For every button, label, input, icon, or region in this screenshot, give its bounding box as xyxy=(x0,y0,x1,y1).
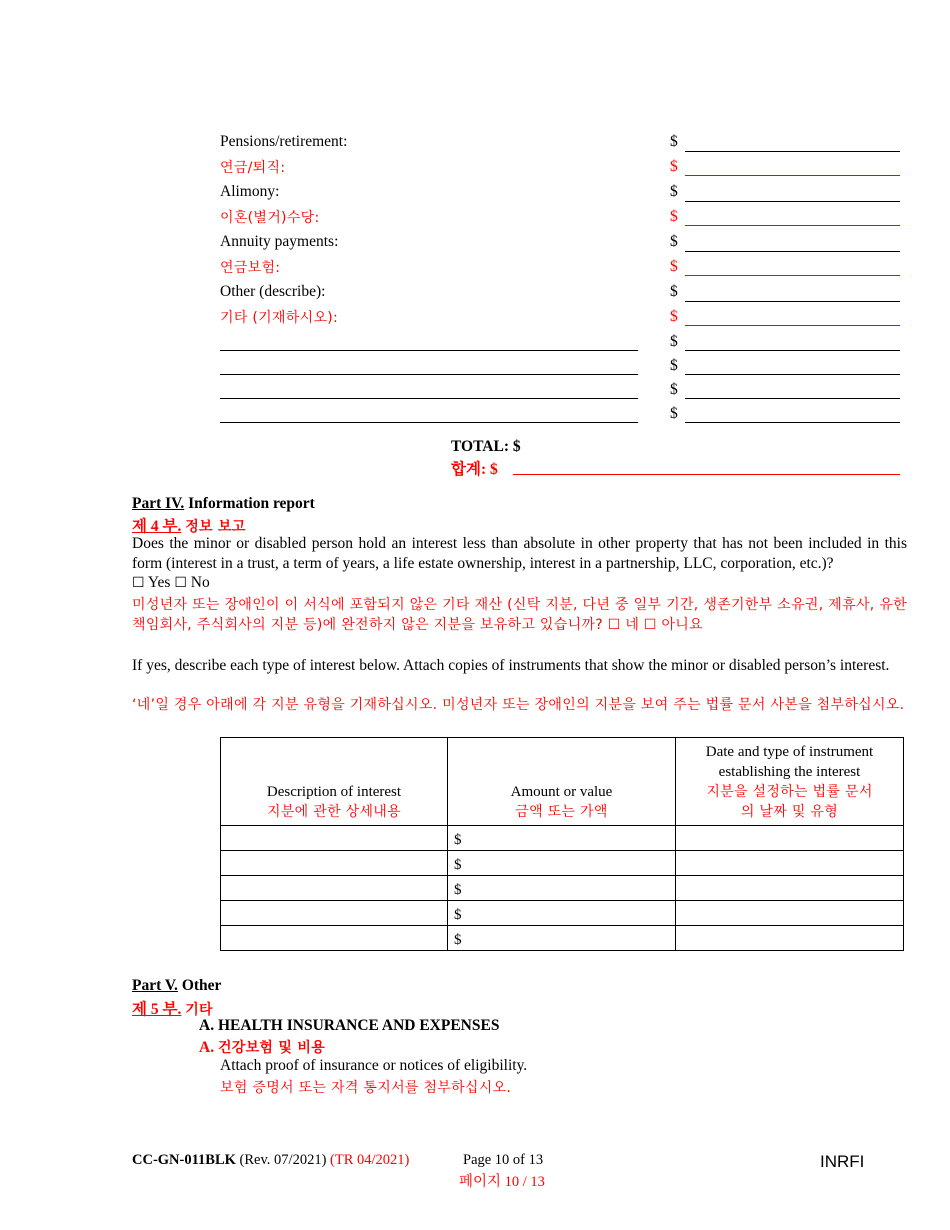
amount-cell[interactable]: $ xyxy=(448,926,676,951)
part4-question xyxy=(132,534,907,574)
dollar-sign: $ xyxy=(670,381,678,398)
instrument-cell[interactable] xyxy=(676,926,904,951)
part4-heading-ko xyxy=(132,514,246,536)
part5-heading-ko xyxy=(132,997,213,1019)
yes-no-options xyxy=(132,574,210,592)
part5-heading xyxy=(132,977,221,995)
part4-number: Part IV. xyxy=(132,495,185,512)
attach-proof-text-ko: 보험 증명서 또는 자격 통지서를 첨부하십시오. xyxy=(220,1080,512,1096)
other-describe-line-4[interactable] xyxy=(220,422,638,423)
alimony-label-ko: 이혼(별거)수당: xyxy=(220,210,320,226)
part4-question-text: Does the minor or disabled person hold an interest less than absolute in other property that has not been included in this form (interest in a trust, a term of years, a life estate ownership, interest in a partnership, LLC, corporation, etc.)? xyxy=(132,535,907,572)
annuity-label-ko: 연금보험: xyxy=(220,260,281,276)
dollar-sign: $ xyxy=(670,283,678,300)
yes-label: Yes xyxy=(147,574,171,591)
part5-title-ko: 기타 xyxy=(185,1002,213,1018)
description-cell[interactable] xyxy=(221,826,448,851)
col-description-header xyxy=(221,738,448,826)
part4-question-ko: 미성년자 또는 장애인이 이 서식에 포함되지 않은 기타 재산 (신탁 지분, 다년 중 일부 기간, 생존기한부 소유권, 제휴사, 유한책임회사, 주식회사의 지분 등)에 완전하지 않은 지분을 보유하고 있습니까? ☐ 네 ☐ 아니요 xyxy=(132,597,907,633)
dollar-sign: $ xyxy=(670,357,678,374)
amount-cell[interactable]: $ xyxy=(448,851,676,876)
total-amount-line[interactable] xyxy=(513,474,900,475)
col-amount-label-ko: 금액 또는 가액 xyxy=(515,804,608,820)
col-instrument-label: Date and type of instrument establishing the interest xyxy=(705,744,874,780)
dollar-sign-ko: $ xyxy=(670,208,678,225)
amount-line-pensions-ko[interactable] xyxy=(685,175,900,176)
instrument-cell[interactable] xyxy=(676,851,904,876)
amount-line-annuity[interactable] xyxy=(685,251,900,252)
description-cell[interactable] xyxy=(221,926,448,951)
other-describe-line-3[interactable] xyxy=(220,398,638,399)
pensions-label: Pensions/retirement: xyxy=(220,133,348,150)
section-a-title-ko: 건강보험 및 비용 xyxy=(217,1040,326,1056)
interest-table xyxy=(220,737,904,951)
form-revision: (Rev. 07/2021) xyxy=(239,1152,327,1168)
part5-number-ko: 제 5 부. xyxy=(132,1001,182,1018)
part4-instruction-ko: ‘네’일 경우 아래에 각 지분 유형을 기재하십시오. 미성년자 또는 장애인의 지분을 보여 주는 법률 문서 사본을 첨부하십시오. xyxy=(132,697,905,713)
part5-title: Other xyxy=(181,977,222,994)
other-label-ko: 기타 (기재하시오): xyxy=(220,310,339,326)
part4-title: Information report xyxy=(188,495,315,512)
part4-heading xyxy=(132,495,315,513)
table-row xyxy=(221,876,904,901)
amount-cell[interactable]: $ xyxy=(448,826,676,851)
page-number: Page 10 of 13 xyxy=(463,1152,544,1168)
total-label-ko: 합계: $ xyxy=(451,461,498,478)
instrument-cell[interactable] xyxy=(676,876,904,901)
dollar-sign-ko: $ xyxy=(670,158,678,175)
table-row xyxy=(221,901,904,926)
instrument-cell[interactable] xyxy=(676,901,904,926)
part4-title-ko: 정보 보고 xyxy=(185,519,246,535)
total-label: TOTAL: $ xyxy=(451,438,521,455)
annuity-label: Annuity payments: xyxy=(220,233,339,250)
table-row xyxy=(221,826,904,851)
attach-proof-text: Attach proof of insurance or notices of eligibility. xyxy=(220,1057,528,1074)
dollar-sign-ko: $ xyxy=(670,308,678,325)
interest-table-header xyxy=(221,738,904,826)
no-label: No xyxy=(190,574,210,591)
pensions-label-ko: 연금/퇴직: xyxy=(220,160,286,176)
dollar-sign: $ xyxy=(670,133,678,150)
table-row xyxy=(221,926,904,951)
yes-checkbox[interactable]: ☐ xyxy=(132,575,145,591)
amount-line-alimony-ko[interactable] xyxy=(685,225,900,226)
section-a-heading-ko xyxy=(199,1037,325,1057)
dollar-sign: $ xyxy=(670,333,678,350)
table-row xyxy=(221,851,904,876)
other-describe-line-2[interactable] xyxy=(220,374,638,375)
amount-line-pensions[interactable] xyxy=(685,151,900,152)
col-amount-label: Amount or value xyxy=(510,784,613,800)
instrument-cell[interactable] xyxy=(676,826,904,851)
alimony-label: Alimony: xyxy=(220,183,280,200)
page-number-ko: 페이지 10 / 13 xyxy=(459,1174,545,1190)
col-instrument-header xyxy=(676,738,904,826)
dollar-sign-ko: $ xyxy=(670,258,678,275)
amount-line-other[interactable] xyxy=(685,301,900,302)
amount-line-extra-3[interactable] xyxy=(685,398,900,399)
part4-number-ko: 제 4 부. xyxy=(132,518,182,535)
col-instrument-label-ko: 지분을 설정하는 법률 문서의 날짜 및 유형 xyxy=(706,784,873,820)
amount-cell[interactable]: $ xyxy=(448,876,676,901)
form-id: CC-GN-011BLK xyxy=(132,1152,236,1168)
col-amount-header xyxy=(448,738,676,826)
section-a-letter-ko: A. xyxy=(199,1039,215,1056)
amount-cell[interactable]: $ xyxy=(448,901,676,926)
description-cell[interactable] xyxy=(221,901,448,926)
description-cell[interactable] xyxy=(221,851,448,876)
amount-line-alimony[interactable] xyxy=(685,201,900,202)
other-label: Other (describe): xyxy=(220,283,326,300)
other-describe-line-1[interactable] xyxy=(220,350,638,351)
form-id-line xyxy=(132,1152,409,1169)
amount-line-annuity-ko[interactable] xyxy=(685,275,900,276)
col-description-label-ko: 지분에 관한 상세내용 xyxy=(267,804,401,820)
part4-instruction: If yes, describe each type of interest below. Attach copies of instruments that show the minor or disabled person’s interest. xyxy=(132,657,890,674)
amount-line-extra-2[interactable] xyxy=(685,374,900,375)
amount-line-extra-1[interactable] xyxy=(685,350,900,351)
part5-number: Part V. xyxy=(132,977,178,994)
amount-line-extra-4[interactable] xyxy=(685,422,900,423)
amount-line-other-ko[interactable] xyxy=(685,325,900,326)
col-description-label: Description of interest xyxy=(266,784,402,800)
dollar-sign: $ xyxy=(670,233,678,250)
section-a-heading: A. HEALTH INSURANCE AND EXPENSES xyxy=(199,1017,500,1034)
description-cell[interactable] xyxy=(221,876,448,901)
no-checkbox[interactable]: ☐ xyxy=(174,575,187,591)
dollar-sign: $ xyxy=(670,405,678,422)
dollar-sign: $ xyxy=(670,183,678,200)
translation-revision: (TR 04/2021) xyxy=(330,1152,410,1168)
form-code: INRFI xyxy=(820,1152,865,1171)
